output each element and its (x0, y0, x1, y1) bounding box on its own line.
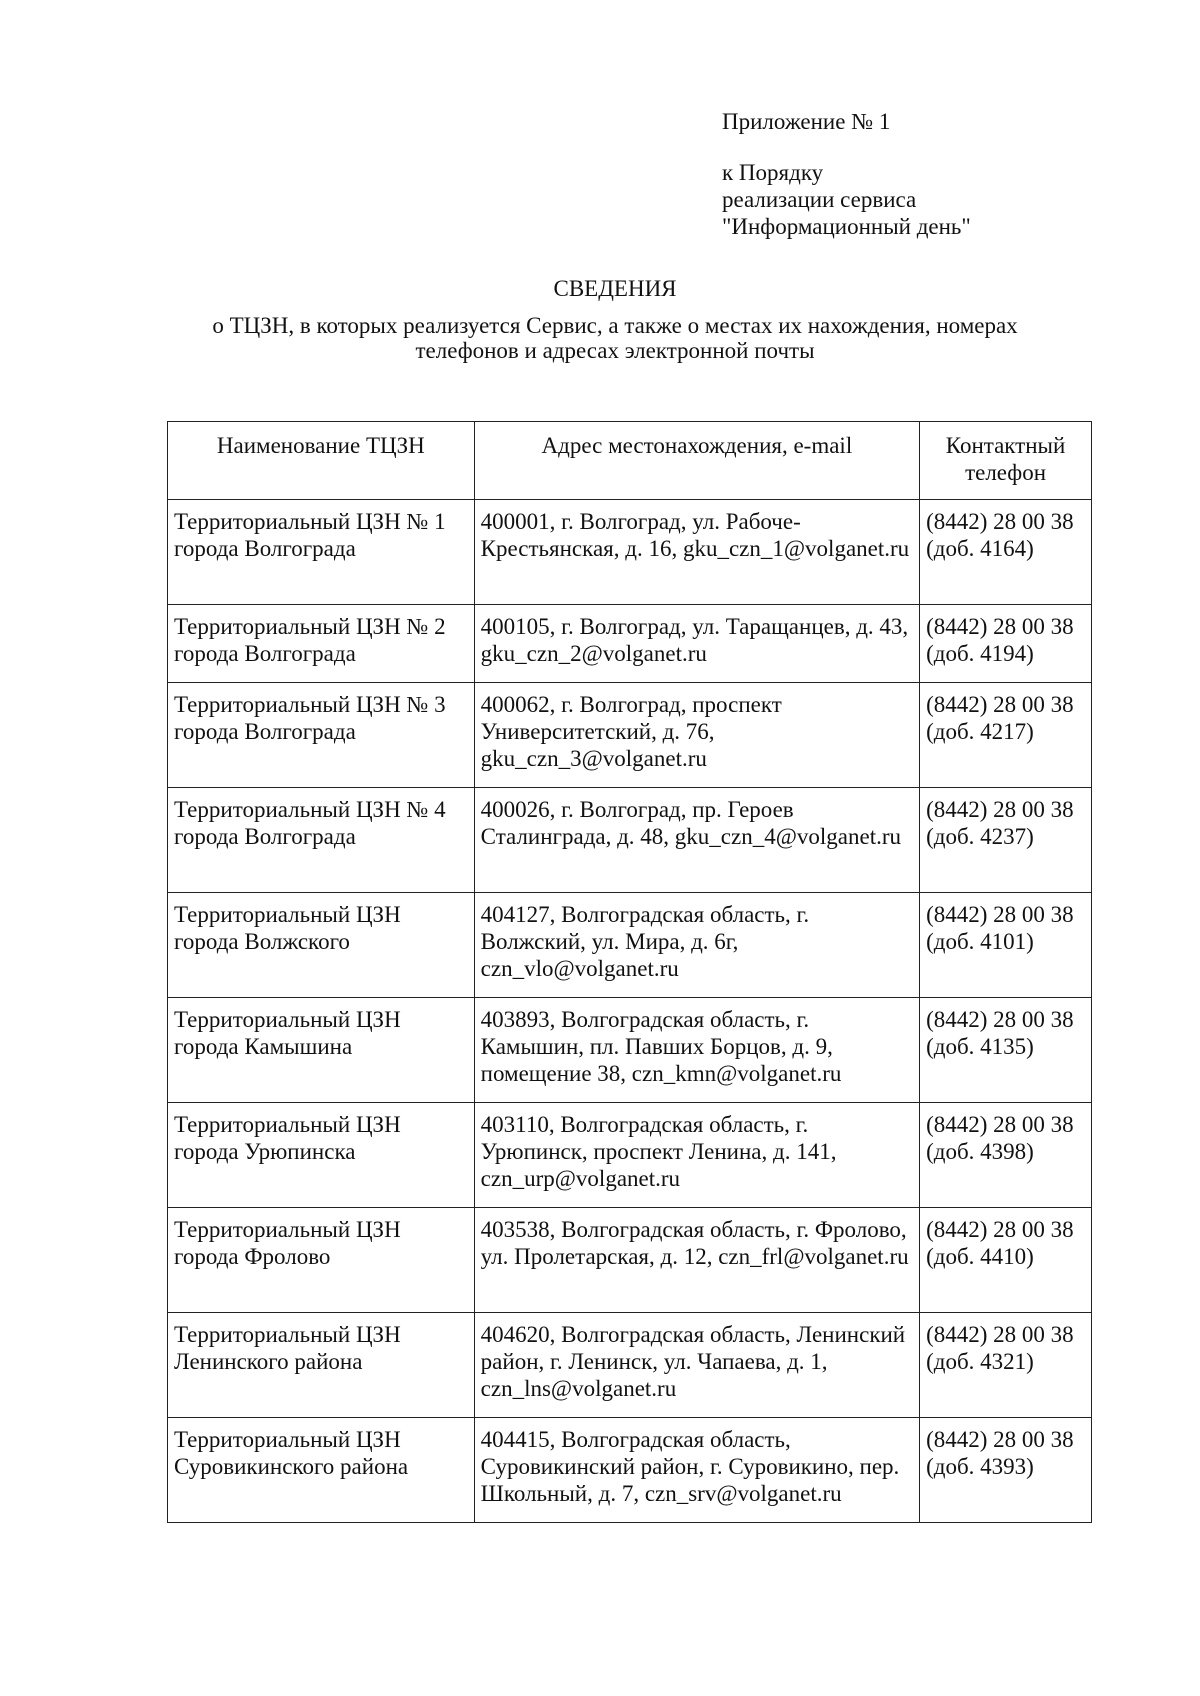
cell-name: Территориальный ЦЗН № 2 города Волгограда (168, 605, 475, 683)
table-row (168, 1313, 1092, 1418)
table-row (168, 1103, 1092, 1208)
cell-name: Территориальный ЦЗН № 3 города Волгограда (168, 683, 475, 788)
cell-phone: (8442) 28 00 38 (доб. 4393) (920, 1418, 1092, 1523)
cell-name: Территориальный ЦЗН города Волжского (168, 893, 475, 998)
cell-name: Территориальный ЦЗН города Урюпинска (168, 1103, 475, 1208)
cell-name: Территориальный ЦЗН № 4 города Волгограда (168, 788, 475, 893)
cell-address: 404127, Волгоградская область, г. Волжский, ул. Мира, д. 6г, czn_vlo@volganet.ru (474, 893, 919, 998)
cell-address: 403110, Волгоградская область, г. Урюпинск, проспект Ленина, д. 141, czn_urp@volganet.ru (474, 1103, 919, 1208)
cell-address: 403893, Волгоградская область, г. Камышин, пл. Павших Борцов, д. 9, помещение 38, czn_kmn@volganet.ru (474, 998, 919, 1103)
table-row (168, 1208, 1092, 1313)
cell-name: Территориальный ЦЗН № 1 города Волгограда (168, 500, 475, 605)
appendix-block (722, 108, 971, 240)
cell-name: Территориальный ЦЗН города Фролово (168, 1208, 475, 1313)
table-row (168, 683, 1092, 788)
cell-address: 403538, Волгоградская область, г. Фролово, ул. Пролетарская, д. 12, czn_frl@volganet.ru (474, 1208, 919, 1313)
cell-phone: (8442) 28 00 38 (доб. 4321) (920, 1313, 1092, 1418)
appendix-line: к Порядку (722, 160, 824, 185)
appendix-line: "Информационный день" (722, 214, 971, 239)
cell-name: Территориальный ЦЗН Суровикинского района (168, 1418, 475, 1523)
header-phone: Контактный телефон (920, 422, 1092, 500)
document-subtitle: телефонов и адресах электронной почты (415, 338, 815, 363)
centers-table (167, 421, 1092, 1523)
table-row (168, 998, 1092, 1103)
cell-address: 404620, Волгоградская область, Ленинский район, г. Ленинск, ул. Чапаева, д. 1, czn_lns@volganet.ru (474, 1313, 919, 1418)
cell-address: 400026, г. Волгоград, пр. Героев Сталинграда, д. 48, gku_czn_4@volganet.ru (474, 788, 919, 893)
table-header-row (168, 422, 1092, 500)
cell-address: 404415, Волгоградская область, Суровикинский район, г. Суровикино, пер. Школьный, д. 7, czn_srv@volganet.ru (474, 1418, 919, 1523)
header-name: Наименование ТЦЗН (168, 422, 475, 500)
table-row (168, 1418, 1092, 1523)
cell-address: 400001, г. Волгоград, ул. Рабоче-Крестьянская, д. 16, gku_czn_1@volganet.ru (474, 500, 919, 605)
cell-phone: (8442) 28 00 38 (доб. 4410) (920, 1208, 1092, 1313)
appendix-number: Приложение № 1 (722, 109, 891, 134)
appendix-line: реализации сервиса (722, 187, 917, 212)
table-row (168, 788, 1092, 893)
document-heading (150, 276, 1080, 363)
document-subtitle: о ТЦЗН, в которых реализуется Сервис, а также о местах их нахождения, номерах (212, 313, 1018, 338)
table-row (168, 893, 1092, 998)
header-address: Адрес местонахождения, e-mail (474, 422, 919, 500)
table-row (168, 605, 1092, 683)
cell-phone: (8442) 28 00 38 (доб. 4398) (920, 1103, 1092, 1208)
document-title: СВЕДЕНИЯ (553, 276, 677, 301)
cell-name: Территориальный ЦЗН города Камышина (168, 998, 475, 1103)
cell-phone: (8442) 28 00 38 (доб. 4101) (920, 893, 1092, 998)
table-row (168, 500, 1092, 605)
cell-phone: (8442) 28 00 38 (доб. 4135) (920, 998, 1092, 1103)
cell-phone: (8442) 28 00 38 (доб. 4164) (920, 500, 1092, 605)
cell-address: 400105, г. Волгоград, ул. Таращанцев, д. 43, gku_czn_2@volganet.ru (474, 605, 919, 683)
cell-phone: (8442) 28 00 38 (доб. 4217) (920, 683, 1092, 788)
cell-phone: (8442) 28 00 38 (доб. 4237) (920, 788, 1092, 893)
cell-phone: (8442) 28 00 38 (доб. 4194) (920, 605, 1092, 683)
cell-name: Территориальный ЦЗН Ленинского района (168, 1313, 475, 1418)
cell-address: 400062, г. Волгоград, проспект Университетский, д. 76, gku_czn_3@volganet.ru (474, 683, 919, 788)
